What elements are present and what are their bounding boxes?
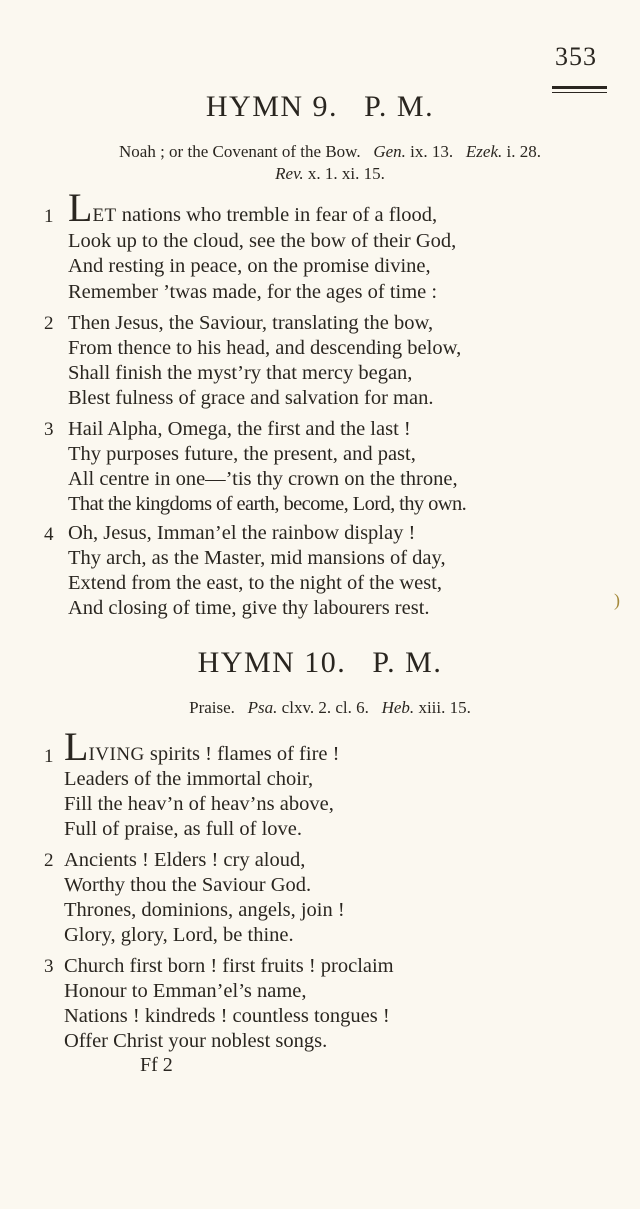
verse-line: Fill the heav’n of heav’ns above, (64, 793, 334, 815)
verse-line: Thy purposes future, the present, and past, (68, 443, 416, 465)
verse-line: Nations ! kindreds ! countless tongues ! (64, 1005, 390, 1027)
verse-line: Thrones, dominions, angels, join ! (64, 899, 345, 921)
verse-line (64, 724, 340, 769)
hymn-9-ref1-loc: ix. 13. (410, 142, 454, 161)
hymn-9-subtitle-line-2 (0, 164, 640, 184)
verse-number: 1 (44, 206, 54, 227)
hymn-9-ref2-book: Ezek. (465, 142, 503, 161)
hymn-10-ref2-loc: xiii. 15. (418, 698, 471, 717)
verse-line: Shall finish the myst’ry that mercy began, (68, 362, 413, 384)
hymn-9-subtitle (0, 142, 640, 162)
verse-number: 4 (44, 524, 54, 545)
signature-mark: Ff 2 (140, 1054, 173, 1076)
verse-line: Worthy thou the Saviour God. (64, 874, 312, 896)
hymn-10-title (0, 646, 640, 680)
opening-word: ET (92, 205, 117, 226)
verse-line-rest: spirits ! flames of fire ! (144, 743, 340, 765)
verse-line: All centre in one—’tis thy crown on the throne, (68, 468, 458, 490)
drop-cap: L (68, 185, 93, 230)
hymn-9-meter: P. M. (364, 90, 435, 123)
hymn-9-ref3-book: Rev. (275, 164, 304, 183)
verse-number: 3 (44, 956, 54, 977)
verse-line: Leaders of the immortal choir, (64, 768, 314, 790)
opening-word: IVING (88, 744, 145, 765)
margin-mark: ) (614, 590, 620, 610)
verse-line: Remember ’twas made, for the ages of time : (68, 281, 438, 303)
header-rule-thick (552, 86, 607, 89)
hymn-9-title (0, 90, 640, 124)
verse-line: Thy arch, as the Master, mid mansions of day, (68, 547, 446, 569)
verse-line: From thence to his head, and descending below, (68, 337, 462, 359)
hymn-10-ref1-loc: clxv. 2. cl. 6. (281, 698, 369, 717)
hymn-9-number: HYMN 9. (205, 90, 339, 123)
hymn-10-ref1-book: Psa. (247, 698, 278, 717)
verse-number: 2 (44, 313, 54, 334)
verse-line-rest: nations who tremble in fear of a flood, (116, 204, 438, 226)
verse-line: Offer Christ your noblest songs. (64, 1030, 328, 1052)
drop-cap: L (64, 724, 89, 769)
hymn-10-theme: Praise. (189, 698, 235, 717)
hymn-10-ref2-book: Heb. (381, 698, 415, 717)
verse-number: 1 (44, 746, 54, 767)
hymn-10-number: HYMN 10. (197, 646, 347, 679)
verse-number: 3 (44, 419, 54, 440)
verse-line: Blest fulness of grace and salvation for man. (68, 387, 434, 409)
verse-line (68, 185, 438, 230)
verse-line: Glory, glory, Lord, be thine. (64, 924, 294, 946)
verse-line: That the kingdoms of earth, become, Lord, thy own. (68, 493, 467, 515)
verse-line: And resting in peace, on the promise divine, (68, 255, 431, 277)
verse-line: And closing of time, give thy labourers rest. (68, 597, 430, 619)
hymn-10-meter: P. M. (372, 646, 443, 679)
hymn-9-theme: Noah ; or the Covenant of the Bow. (119, 142, 361, 161)
verse-line: Church first born ! first fruits ! proclaim (64, 955, 394, 977)
verse-line: Oh, Jesus, Imman’el the rainbow display ! (68, 522, 416, 544)
hymn-9-ref3-loc: x. 1. xi. 15. (307, 164, 385, 183)
verse-line: Ancients ! Elders ! cry aloud, (64, 849, 306, 871)
hymn-10-subtitle (0, 698, 640, 718)
hymn-9-ref2-loc: i. 28. (506, 142, 541, 161)
verse-line: Extend from the east, to the night of the west, (68, 572, 443, 594)
verse-line: Full of praise, as full of love. (64, 818, 302, 840)
verse-line: Look up to the cloud, see the bow of their God, (68, 230, 457, 252)
verse-number: 2 (44, 850, 54, 871)
verse-line: Then Jesus, the Saviour, translating the bow, (68, 312, 434, 334)
verse-line: Honour to Emman’el’s name, (64, 980, 307, 1002)
verse-line: Hail Alpha, Omega, the first and the last ! (68, 418, 411, 440)
hymn-9-ref1-book: Gen. (373, 142, 406, 161)
page-number: 353 (555, 42, 597, 71)
